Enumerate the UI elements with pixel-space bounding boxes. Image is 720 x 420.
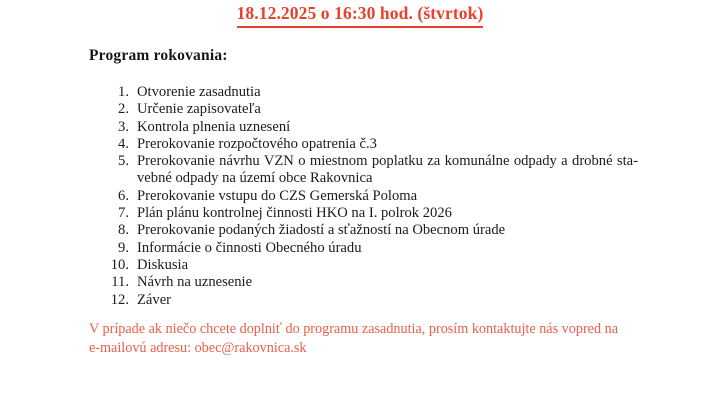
list-item-text: Záver — [137, 291, 172, 308]
list-item-text: Otvorenie zasadnutia — [137, 84, 261, 100]
list-item-number: 8. — [118, 222, 129, 239]
list-item — [108, 205, 638, 222]
list-item — [108, 188, 638, 205]
list-item-text-line1: Prerokovanie návrhu VZN o miestnom poplatku za komunálne odpady a drobné sta- — [137, 153, 638, 170]
list-item-number: 3. — [118, 118, 129, 135]
list-item-text: Kontrola plnenia uznesení — [137, 118, 291, 135]
document-title — [0, 2, 720, 28]
list-item-text: Prerokovanie rozpočtového opatrenia č.3 — [137, 135, 377, 152]
list-item — [108, 240, 638, 257]
list-item — [108, 274, 638, 291]
list-item-text: Prerokovanie vstupu do CZS Gemerská Poloma — [137, 187, 418, 204]
list-item — [108, 153, 638, 188]
list-item-text: Plán plánu kontrolnej činnosti HKO na I. polrok 2026 — [137, 205, 452, 222]
list-item — [108, 136, 638, 153]
list-item-number: 9. — [118, 239, 129, 256]
list-item-number: 1. — [118, 84, 129, 100]
contact-note-line2: e-mailovú adresu: obec@rakovnica.sk — [89, 340, 307, 356]
list-item-number: 2. — [118, 101, 129, 118]
contact-note-line1: V prípade ak niečo chcete doplniť do programu zasadnutia, prosím kontaktujte nás vopred na — [89, 321, 619, 337]
list-item-number: 6. — [118, 187, 129, 204]
list-item-number: 11. — [111, 274, 129, 291]
list-item — [108, 222, 638, 239]
agenda-list — [108, 84, 638, 309]
list-item-text: Informácie o činnosti Obecného úradu — [137, 239, 362, 256]
list-item-text: Určenie zapisovateľa — [137, 101, 261, 118]
list-item-text-line2: vebné odpady na území obce Rakovnica — [137, 170, 373, 187]
list-item-text: Diskusia — [137, 256, 189, 273]
list-item-text — [137, 153, 638, 188]
list-item — [108, 84, 638, 101]
list-item-text: Prerokovanie podaných žiadostí a sťažností na Obecnom úrade — [137, 222, 506, 239]
list-item-number: 10. — [110, 256, 129, 273]
list-item — [108, 257, 638, 274]
list-item-number: 7. — [118, 205, 129, 222]
list-item-text: Návrh na uznesenie — [137, 274, 253, 291]
list-item — [108, 119, 638, 136]
list-item — [108, 292, 638, 309]
contact-note — [89, 320, 637, 358]
document-title-text: 18.12.2025 o 16:30 hod. (štvrtok) — [237, 2, 484, 28]
list-item — [108, 101, 638, 118]
list-item-number: 12. — [110, 291, 129, 308]
list-item-number: 5. — [118, 153, 129, 170]
list-item-number: 4. — [118, 135, 129, 152]
section-heading: Program rokovania: — [89, 47, 228, 64]
